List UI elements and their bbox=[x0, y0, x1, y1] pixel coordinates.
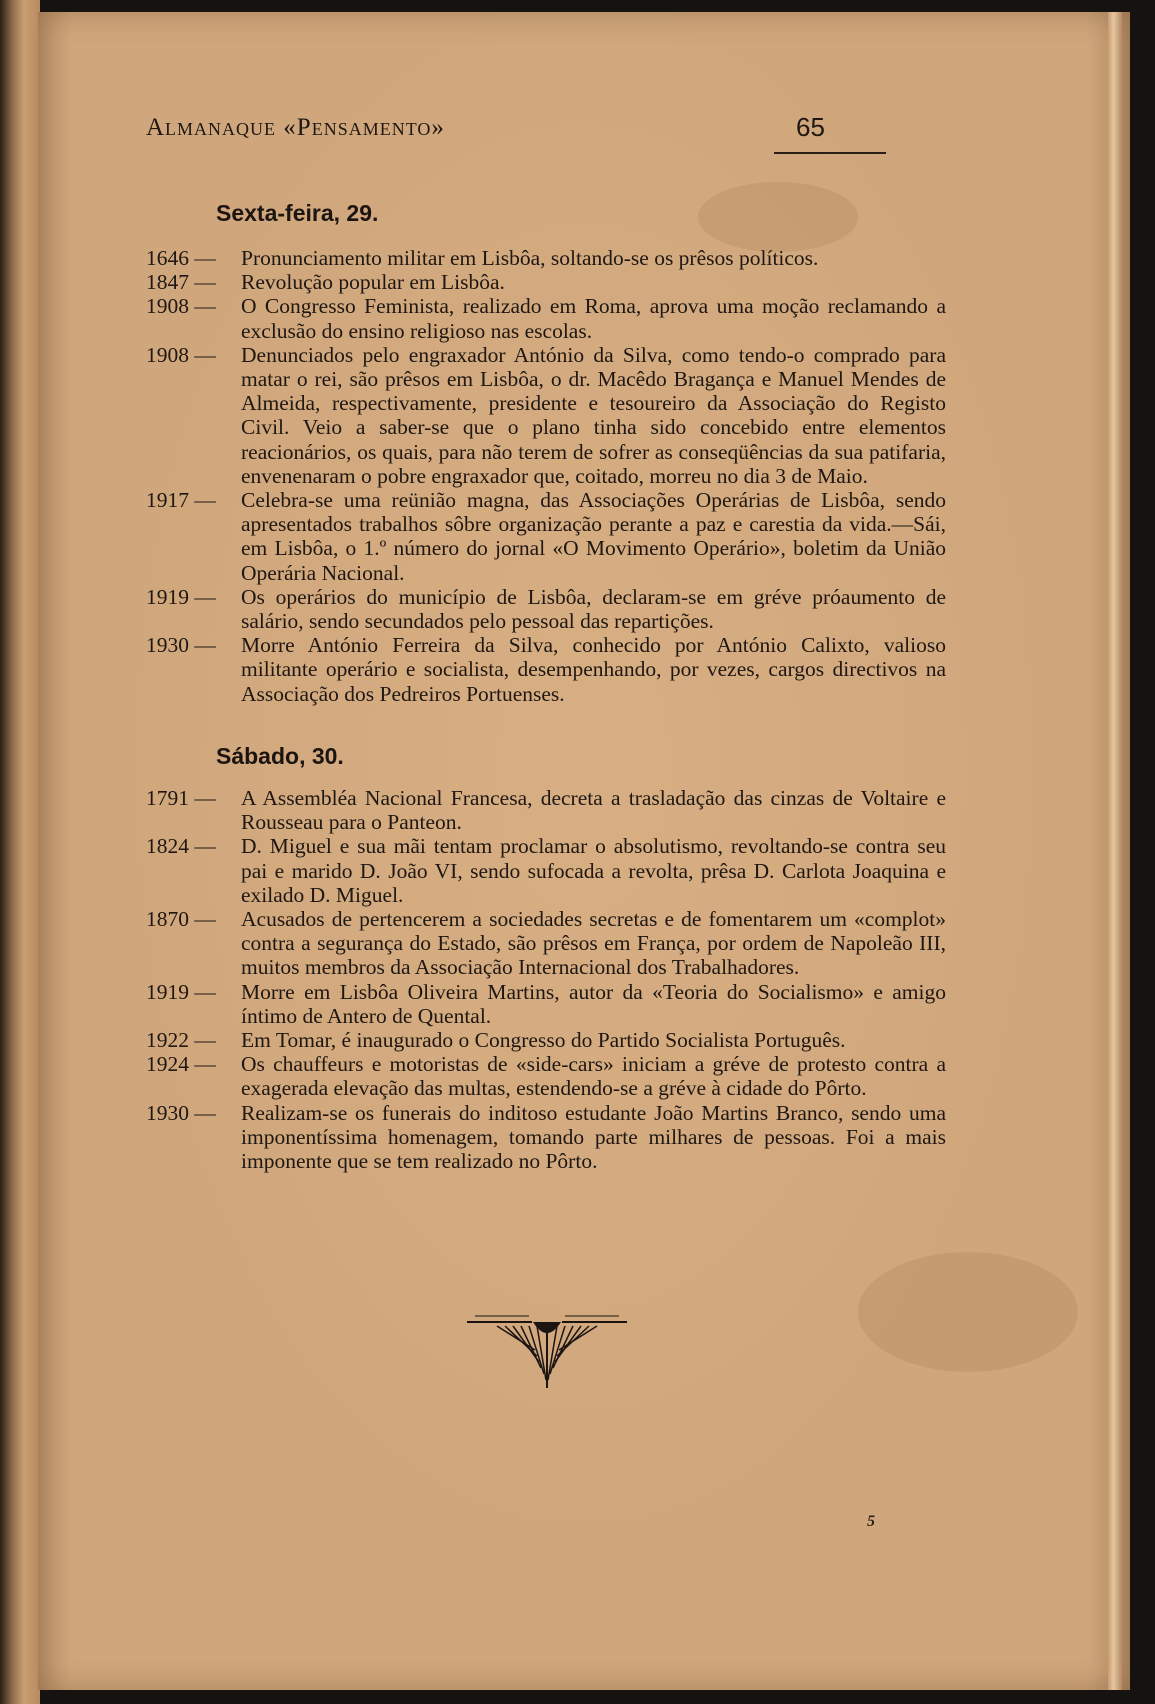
list-item bbox=[146, 1028, 946, 1052]
list-item bbox=[146, 246, 946, 270]
list-item bbox=[146, 1101, 946, 1174]
entry-text: Morre António Ferreira da Silva, conhecido por António Calixto, valioso militante operário e socialista, desempenhando, por vezes, cargos directivos na Associação dos Pedreiros Portuenses. bbox=[241, 633, 946, 706]
entry-text: Em Tomar, é inaugurado o Congresso do Partido Socialista Português. bbox=[241, 1028, 846, 1053]
entry-text: Revolução popular em Lisbôa. bbox=[241, 270, 505, 295]
entry-year: 1919 — bbox=[146, 979, 216, 1004]
entry-text: Os chauffeurs e motoristas de «side-cars» iniciam a gréve de protesto contra a exagerada elevação das multas, estendendo-se a gréve à cidade do Pôrto. bbox=[241, 1052, 946, 1101]
running-title: Almanaque «Pensamento» bbox=[146, 114, 445, 141]
list-item bbox=[146, 786, 946, 834]
entry-year: 1930 — bbox=[146, 633, 216, 658]
list-item bbox=[146, 834, 946, 907]
entry-text: Realizam-se os funerais do inditoso estudante João Martins Branco, sendo uma imponentíssima homenagem, tomando parte milhares de pessoas. Foi a mais imponente que se tem realizado no Pôrto. bbox=[241, 1100, 946, 1174]
list-item bbox=[146, 1052, 946, 1100]
list-item bbox=[146, 633, 946, 706]
header-rule bbox=[774, 152, 886, 154]
entry-year: 1847 — bbox=[146, 270, 216, 295]
page-number: 65 bbox=[796, 112, 825, 142]
section-heading-friday: Sexta-feira, 29. bbox=[216, 200, 379, 226]
paper-stain bbox=[858, 1252, 1078, 1372]
entries-saturday bbox=[146, 786, 946, 1173]
list-item bbox=[146, 343, 946, 488]
entry-year: 1908 — bbox=[146, 342, 216, 367]
entry-text: Celebra-se uma reünião magna, das Associações Operárias de Lisbôa, sendo apresentados trabalhos sôbre organização perante a paz e carestia da vida.—Sái, em Lisbôa, o 1.º número do jornal «O Movimento Operário», boletim da União Operária Nacional. bbox=[241, 488, 946, 585]
list-item bbox=[146, 270, 946, 294]
entry-year: 1908 — bbox=[146, 294, 216, 319]
entry-year: 1930 — bbox=[146, 1100, 216, 1125]
entry-year: 1791 — bbox=[146, 786, 216, 810]
section-heading-saturday: Sábado, 30. bbox=[216, 743, 344, 769]
entry-text: D. Miguel e sua mãi tentam proclamar o absolutismo, revoltando-se contra seu pai e marido D. João VI, sendo sufocada a revolta, prêsa D. Carlota Joaquina e exilado D. Miguel. bbox=[241, 834, 946, 907]
running-head bbox=[146, 112, 886, 152]
entry-year: 1646 — bbox=[146, 246, 216, 270]
entry-year: 1924 — bbox=[146, 1052, 216, 1077]
signature-mark: 5 bbox=[867, 1513, 875, 1530]
entry-text: Pronunciamento militar em Lisbôa, soltando-se os prêsos políticos. bbox=[241, 246, 819, 270]
page-edge bbox=[1108, 12, 1122, 1690]
entry-year: 1917 — bbox=[146, 488, 216, 513]
list-item bbox=[146, 585, 946, 633]
entry-text: Morre em Lisbôa Oliveira Martins, autor da «Teoria do Socialismo» e amigo íntimo de Antero de Quental. bbox=[241, 979, 946, 1028]
list-item bbox=[146, 294, 946, 342]
entry-year: 1870 — bbox=[146, 907, 216, 932]
book-spine bbox=[0, 0, 40, 1704]
entry-text: A Assembléa Nacional Francesa, decreta a trasladação das cinzas de Voltaire e Rousseau para o Panteon. bbox=[241, 786, 946, 835]
entry-year: 1922 — bbox=[146, 1028, 216, 1053]
list-item bbox=[146, 907, 946, 980]
list-item bbox=[146, 488, 946, 585]
sunburst-ornament-icon bbox=[467, 1310, 627, 1390]
entry-year: 1919 — bbox=[146, 584, 216, 609]
entry-text: Acusados de pertencerem a sociedades secretas e de fomentarem um «complot» contra a segurança do Estado, são prêsos em França, por ordem de Napoleão III, muitos membros da Associação Internacional dos Trabalhadores. bbox=[241, 907, 946, 980]
entry-text: O Congresso Feminista, realizado em Roma, aprova uma moção reclamando a exclusão do ensino religioso nas escolas. bbox=[241, 294, 946, 343]
list-item bbox=[146, 980, 946, 1028]
entry-text: Denunciados pelo engraxador António da Silva, como tendo-o comprado para matar o rei, são prêsos em Lisbôa, o dr. Macêdo Bragança e Manuel Mendes de Almeida, respectivamente, presidente e tesoureiro da Associação do Registo Civil. Veio a saber-se que o plano tinha sido concebido entre elementos reacionários, os quais, para não terem de sofrer as conseqüências da sua patifaria, envenenaram o pobre engraxador que, coitado, morreu no dia 3 de Maio. bbox=[241, 342, 946, 488]
paper-stain bbox=[698, 182, 858, 252]
entries-friday bbox=[146, 246, 946, 706]
entry-year: 1824 — bbox=[146, 834, 216, 859]
entry-text: Os operários do município de Lisbôa, declaram-se em gréve próaumento de salário, sendo secundados pelo pessoal das repartições. bbox=[241, 584, 946, 634]
